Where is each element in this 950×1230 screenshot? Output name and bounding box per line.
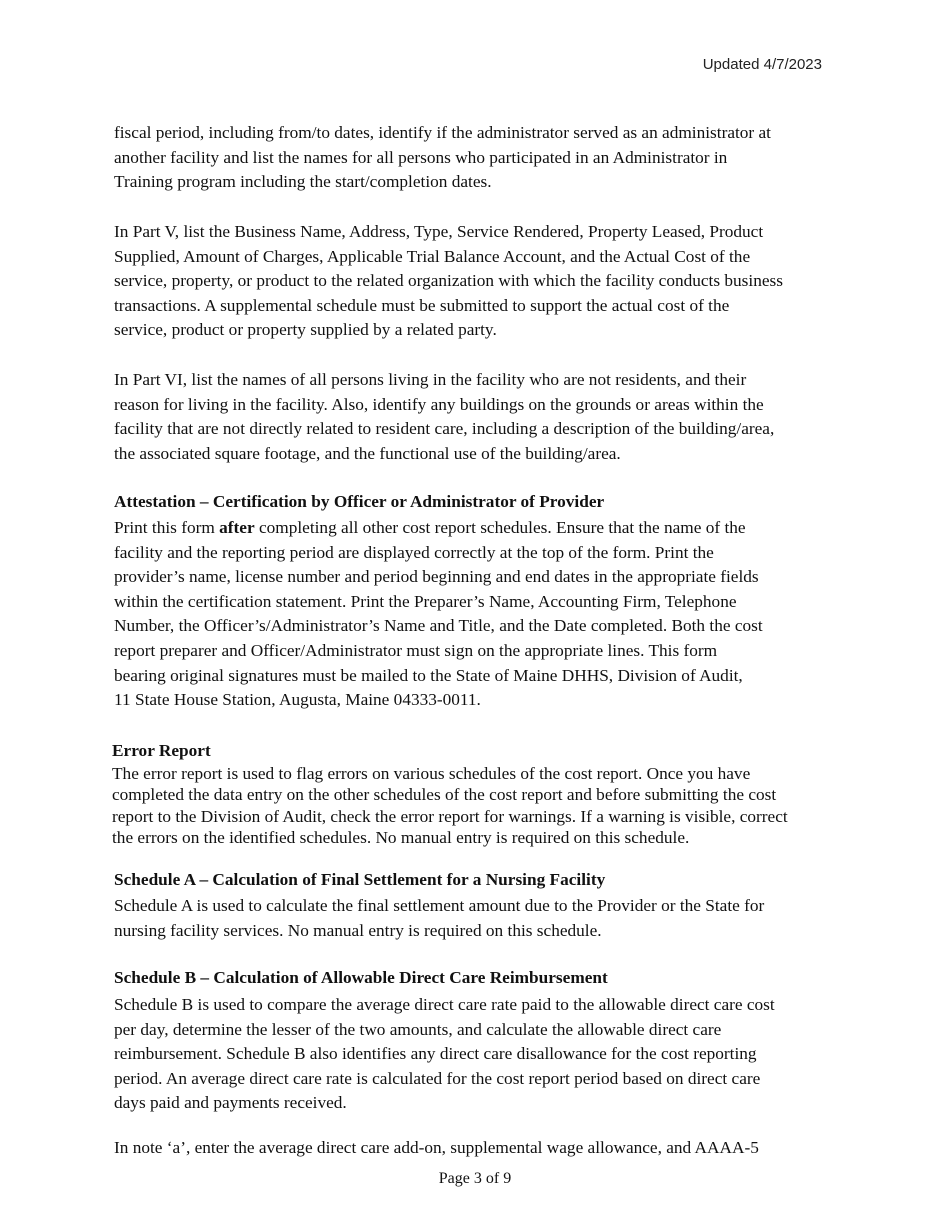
attestation-body	[114, 516, 844, 713]
text-line: service, property, or product to the related organization with which the facility conducts business	[114, 271, 783, 291]
error-report-heading: Error Report	[112, 741, 211, 760]
text-line: the errors on the identified schedules. No manual entry is required on this schedule.	[112, 827, 690, 847]
schedule-b-heading: Schedule B – Calculation of Allowable Direct Care Reimbursement	[114, 968, 608, 987]
page-number: Page 3 of 9	[438, 1170, 512, 1187]
paragraph-part-v	[114, 220, 844, 343]
text-line: per day, determine the lesser of the two amounts, and calculate the allowable direct care	[114, 1019, 722, 1039]
emphasis-after: after	[219, 518, 255, 537]
paragraph-administrator	[114, 121, 844, 195]
schedule-b-body	[114, 993, 844, 1116]
text-line: In Part V, list the Business Name, Address, Type, Service Rendered, Property Leased, Product	[114, 222, 764, 241]
text-line: In Part VI, list the names of all persons living in the facility who are not residents, and their	[114, 370, 747, 389]
text-line: period. An average direct care rate is calculated for the cost report period based on direct care	[114, 1068, 761, 1088]
text-line: In note ‘a’, enter the average direct care add-on, supplemental wage allowance, and AAAA-5	[114, 1138, 759, 1157]
text-line: the associated square footage, and the functional use of the building/area.	[114, 443, 621, 463]
text-line: fiscal period, including from/to dates, identify if the administrator served as an administrator at	[114, 123, 771, 142]
text-line: 11 State House Station, Augusta, Maine 04333-0011.	[114, 690, 481, 710]
text-line: Training program including the start/completion dates.	[114, 172, 492, 192]
text-line: days paid and payments received.	[114, 1093, 347, 1113]
text-line: report preparer and Officer/Administrator must sign on the appropriate lines. This form	[114, 640, 718, 660]
text-line: provider’s name, license number and period beginning and end dates in the appropriate fields	[114, 567, 759, 587]
attestation-heading: Attestation – Certification by Officer or Administrator of Provider	[114, 492, 605, 511]
text-line: facility that are not directly related to resident care, including a description of the building/area,	[114, 419, 775, 439]
text-line: Supplied, Amount of Charges, Applicable Trial Balance Account, and the Actual Cost of the	[114, 246, 751, 266]
text-run: Print this form	[114, 518, 220, 537]
error-report-body	[112, 763, 852, 848]
text-line: report to the Division of Audit, check the error report for warnings. If a warning is visible, correct	[112, 806, 788, 826]
text-line: Schedule A is used to calculate the final settlement amount due to the Provider or the State for	[114, 896, 765, 915]
text-line: service, product or property supplied by a related party.	[114, 320, 497, 340]
text-line: transactions. A supplemental schedule must be submitted to support the actual cost of the	[114, 295, 730, 315]
schedule-a-heading: Schedule A – Calculation of Final Settlement for a Nursing Facility	[114, 870, 606, 889]
text-line: facility and the reporting period are displayed correctly at the top of the form. Print the	[114, 542, 714, 562]
text-run: completing all other cost report schedules. Ensure that the name of the	[254, 518, 746, 537]
paragraph-note-a	[114, 1136, 844, 1161]
text-line: Schedule B is used to compare the average direct care rate paid to the allowable direct care cost	[114, 995, 775, 1014]
text-line: nursing facility services. No manual entry is required on this schedule.	[114, 920, 602, 940]
text-line	[114, 516, 844, 541]
text-line: Number, the Officer’s/Administrator’s Name and Title, and the Date completed. Both the cost	[114, 616, 763, 636]
text-line: bearing original signatures must be mailed to the State of Maine DHHS, Division of Audit,	[114, 665, 743, 685]
text-line: completed the data entry on the other schedules of the cost report and before submitting the cost	[112, 785, 777, 805]
text-line: reason for living in the facility. Also, identify any buildings on the grounds or areas within the	[114, 394, 764, 414]
schedule-a-body	[114, 894, 844, 943]
text-line: another facility and list the names for all persons who participated in an Administrator in	[114, 147, 728, 167]
text-line: reimbursement. Schedule B also identifies any direct care disallowance for the cost reporting	[114, 1044, 757, 1064]
updated-date: Updated 4/7/2023	[702, 56, 822, 73]
paragraph-part-vi	[114, 368, 844, 466]
text-line: within the certification statement. Print the Preparer’s Name, Accounting Firm, Telephone	[114, 591, 737, 611]
text-line: The error report is used to flag errors on various schedules of the cost report. Once you have	[112, 764, 751, 783]
